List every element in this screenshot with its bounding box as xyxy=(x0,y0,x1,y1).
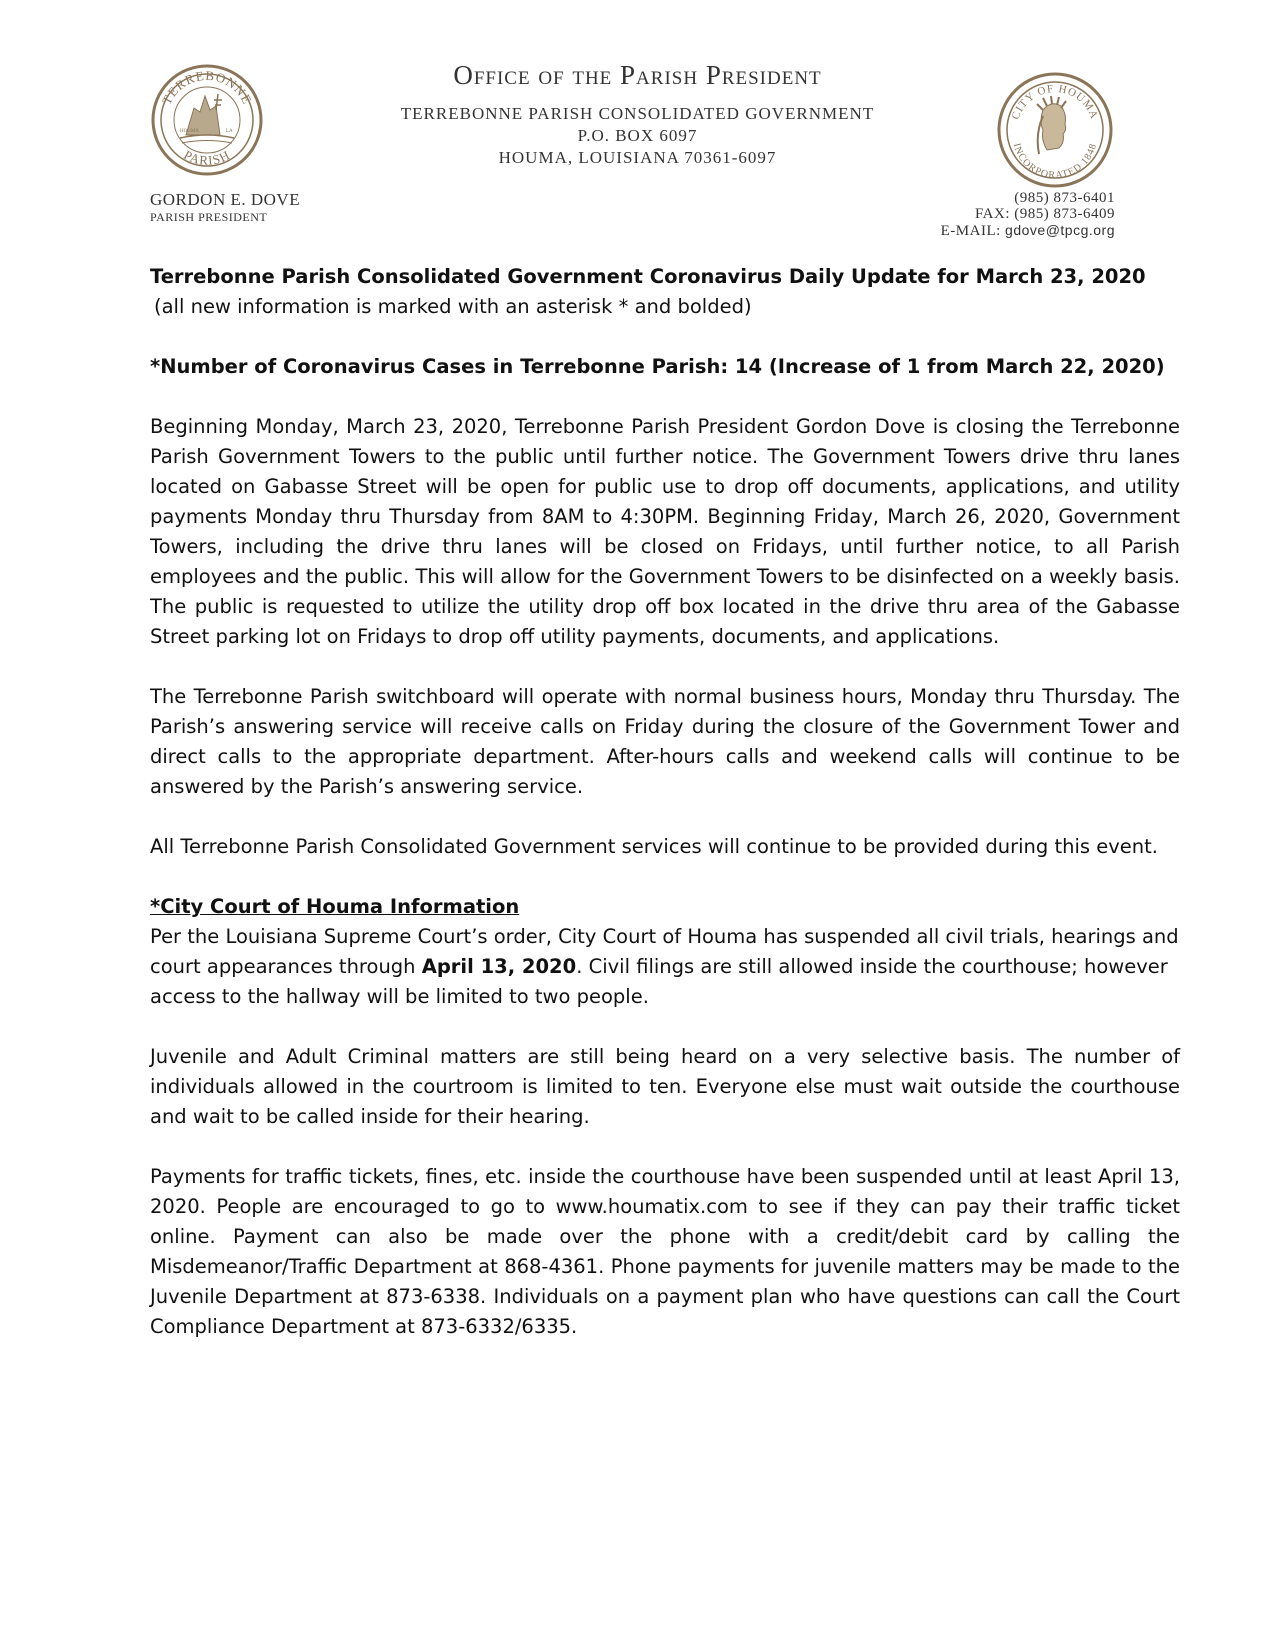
fax-label: FAX: xyxy=(974,206,1010,222)
seal-right-top-text: CITY OF HOUMA xyxy=(1009,82,1101,122)
president-title: PARISH PRESIDENT xyxy=(150,210,268,224)
cases-count-line: *Number of Coronavirus Cases in Terrebonne Parish: 14 (Increase of 1 from March 22, 2020) xyxy=(150,355,1165,378)
fax-number: (985) 873-6409 xyxy=(1014,206,1115,222)
city-address: HOUMA, LOUISIANA 70361-6097 xyxy=(498,148,777,167)
court-suspension-date: April 13, 2020 xyxy=(421,955,577,978)
letterhead xyxy=(0,0,1275,250)
switchboard-paragraph: The Terrebonne Parish switchboard will operate with normal business hours, Monday thru Thursday. The Parish’s answering service will receive calls on Friday during the closure of the Government Tower and direct calls to the appropriate department. After-hours calls and weekend calls will continue to be answered by the Parish’s answering service. xyxy=(150,685,1180,798)
seal-left-bottom-text: PARISH xyxy=(181,146,233,168)
office-title: Office of the Parish President xyxy=(453,60,822,90)
president-name: GORDON E. DOVE xyxy=(150,190,301,209)
document-title: Terrebonne Parish Consolidated Government Coronavirus Daily Update for March 23, 2020 xyxy=(150,265,1146,288)
po-box: P.O. BOX 6097 xyxy=(577,126,698,145)
email-address[interactable]: gdove@tpcg.org xyxy=(1005,222,1115,238)
services-paragraph: All Terrebonne Parish Consolidated Government services will continue to be provided during this event. xyxy=(150,835,1158,858)
court-section-heading: *City Court of Houma Information xyxy=(150,895,520,918)
document-subtitle: (all new information is marked with an asterisk * and bolded) xyxy=(154,295,752,318)
email-line xyxy=(941,222,1115,240)
court-paragraph xyxy=(150,922,1180,1012)
seal-right-bottom-text: INCORPORATED 1848 xyxy=(1010,141,1100,182)
criminal-matters-paragraph: Juvenile and Adult Criminal matters are still being heard on a very selective basis. The number of individuals allowed in the courtroom is limited to ten. Everyone else must wait outside the courthouse and wait to be called inside for their hearing. xyxy=(150,1045,1180,1128)
fax-line xyxy=(975,206,1115,223)
court-paragraph-part-b: . Civil filings are still allowed inside the courthouse; however access to the hallway will be limited to two people. xyxy=(150,955,1168,1008)
payments-paragraph: Payments for traffic tickets, fines, etc. inside the courthouse have been suspended until at least April 13, 2020. People are encouraged to go to www.houmatix.com to see if they can pay their traffic ticket online. Payment can also be made over the phone with a credit/debit card by calling the Misdemeanor/Traffic Department at 868-4361. Phone payments for juvenile matters may be made to the Juvenile Department at 873-6338. Individuals on a payment plan who have questions can call the Court Compliance Department at 873-6332/6335. xyxy=(150,1165,1180,1338)
government-name: TERREBONNE PARISH CONSOLIDATED GOVERNMENT xyxy=(400,104,875,123)
document-body xyxy=(150,262,1180,1342)
email-label: E-MAIL: xyxy=(940,223,1001,239)
seal-left-la: LA xyxy=(226,129,233,134)
closure-paragraph: Beginning Monday, March 23, 2020, Terrebonne Parish President Gordon Dove is closing the Terrebonne Parish Government Towers to the public until further notice. The Government Towers drive thru lanes located on Gabasse Street will be open for public use to drop off documents, applications, and utility payments Monday thru Thursday from 8AM to 4:30PM. Beginning Friday, March 26, 2020, Government Towers, including the drive thru lanes will be closed on Fridays, until further notice, to all Parish employees and the public. This will allow for the Government Towers to be disinfected on a weekly basis. The public is requested to utilize the utility drop off box located in the drive thru area of the Gabasse Street parking lot on Fridays to drop off utility payments, documents, and applications. xyxy=(150,415,1180,648)
seal-left-houma: HOUMA xyxy=(180,129,199,134)
city-of-houma-seal-icon xyxy=(995,70,1115,190)
phone-number: (985) 873-6401 xyxy=(1014,190,1115,206)
seal-left-top-text: TERREBONNE xyxy=(158,67,256,107)
court-paragraph-part-a: Per the Louisiana Supreme Court’s order, City Court of Houma has suspended all civil trials, hearings and court appearances through xyxy=(150,925,1179,978)
